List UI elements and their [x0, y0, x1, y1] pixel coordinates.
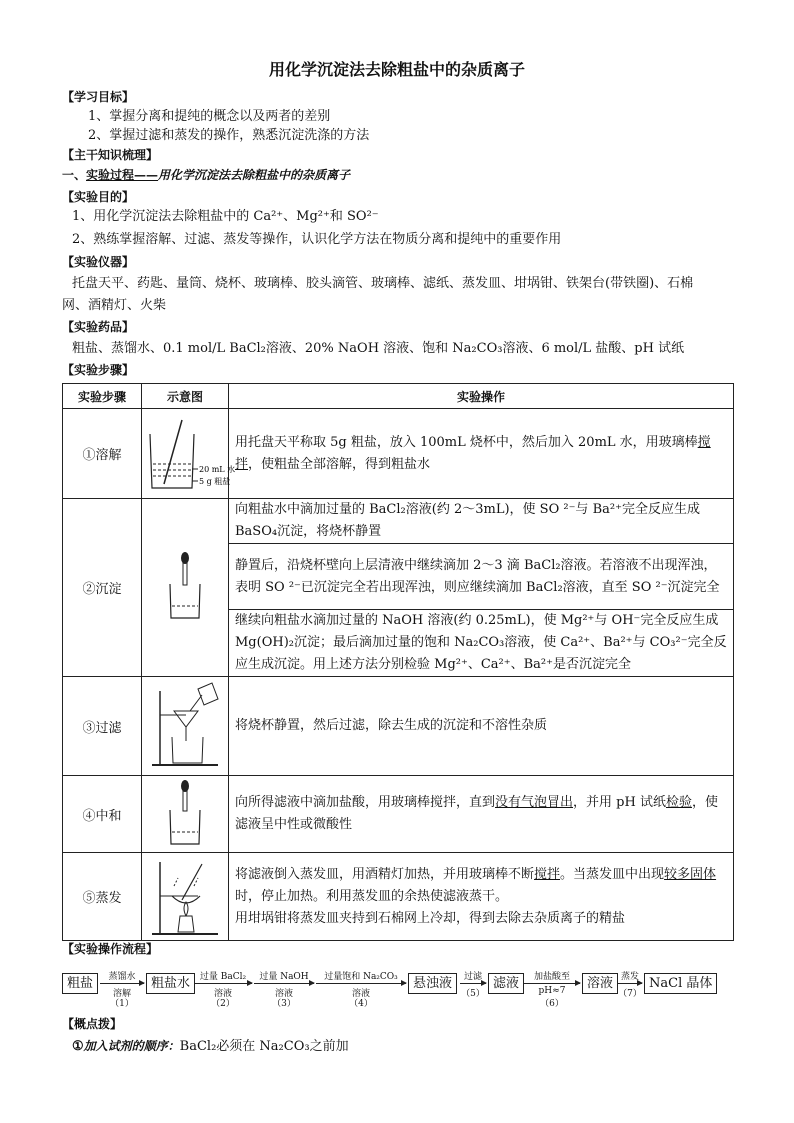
header-figure: 示意图: [142, 384, 229, 409]
fig-label-salt: 5 g 粗盐: [199, 476, 231, 486]
flow-box-filtrate: 滤液: [488, 973, 524, 994]
points-heading: 【概点拨】: [62, 1017, 123, 1031]
part1-heading: [62, 166, 350, 183]
table-row: [63, 677, 734, 776]
dissolve-figure: [142, 409, 236, 499]
steps-table: [62, 383, 734, 941]
beaker-dissolve-icon: [142, 414, 236, 494]
flow-label-4-num: （4）: [349, 999, 373, 1009]
flow-arrow-4: [316, 983, 406, 984]
reagents-text: 粗盐、蒸馏水、0.1 mol/L BaCl₂溶液、20% NaOH 溶液、饱和 Na₂CO₃溶液、6 mol/L 盐酸、pH 试纸: [72, 341, 685, 356]
neutralize-operation: 向所得滤液中滴加盐酸，用玻璃棒搅拌，直到没有气泡冒出，并用 pH 试纸检验，使滤液呈中性或微酸性: [229, 776, 734, 853]
precipitate-op-3: 继续向粗盐水滴加过量的 NaOH 溶液(约 0.25mL)，使 Mg²⁺与 OH⁻完全反应生成 Mg(OH)₂沉淀；最后滴加过量的饱和 Na₂CO₃溶液，使 Ca²⁺、Ba²⁺与 CO₃²⁻完全反应生成沉淀。用上述方法分别检验 Mg²⁺、Ca²⁺、Ba²⁺是否沉淀完全: [229, 610, 734, 677]
part1-label: 实验过程——: [86, 168, 159, 182]
precipitate-figure: [142, 499, 229, 677]
flow-label-2-bottom: 溶液: [213, 989, 232, 999]
flow-box-nacl-crystal: NaCl 晶体: [644, 973, 717, 994]
flow-arrow-3: [254, 983, 314, 984]
header-step: 实验步骤: [63, 384, 142, 409]
flow-box-crude-salt: 粗盐: [62, 973, 98, 994]
flow-label-7-top: 蒸发: [620, 972, 639, 982]
goal-2: 2、掌握过滤和蒸发的操作，熟悉沉淀洗涤的方法: [88, 128, 370, 143]
purpose-1: 1、用化学沉淀法去除粗盐中的 Ca²⁺、Mg²⁺和 SO²⁻: [72, 209, 379, 224]
flow-label-6-top: 加盐酸至: [533, 972, 570, 982]
flow-label-1-bottom: 溶解: [112, 989, 131, 999]
page-title: 用化学沉淀法去除粗盐中的杂质离子: [268, 60, 525, 79]
instruments-heading: 【实验仪器】: [62, 255, 135, 269]
fig-label-water: 20 mL 水: [199, 464, 236, 474]
filter-operation: 将烧杯静置，然后过滤，除去生成的沉淀和不溶性杂质: [229, 677, 734, 776]
flow-arrow-5: [460, 983, 486, 984]
flow-label-6-num: （6）: [540, 999, 564, 1009]
table-row: [63, 409, 734, 499]
flow-arrow-7: [618, 983, 642, 984]
step-filter: ③过滤: [63, 677, 142, 776]
flow-arrow-6: [524, 983, 580, 984]
flow-label-2-top: 过量 BaCl₂: [199, 972, 247, 982]
neutralize-figure: [142, 776, 229, 853]
reagents-heading: 【实验药品】: [62, 320, 135, 334]
flow-label-7-num: （7）: [618, 989, 642, 999]
flow-label-5-top: 过滤: [463, 972, 482, 982]
evaporate-operation: 将滤液倒入蒸发皿，用酒精灯加热，并用玻璃棒不断搅拌。当蒸发皿中出现较多固体时，停止加热。利用蒸发皿的余热使滤液蒸干。 用坩埚钳将蒸发皿夹持到石棉网上冷却，得到去除去杂质离子的精盐: [229, 853, 734, 941]
evaporate-figure: [142, 853, 229, 941]
table-row: [63, 499, 734, 544]
flow-label-4-bottom: 溶液: [351, 989, 370, 999]
part1-prefix: 一、: [62, 168, 87, 182]
flow-heading: 【实验操作流程】: [62, 942, 159, 956]
flow-label-3-bottom: 溶液: [274, 989, 293, 999]
instruments-line2: 网、酒精灯、火柴: [62, 298, 167, 313]
flow-label-2-num: （2）: [211, 999, 235, 1009]
precipitate-op-1: 向粗盐水中滴加过量的 BaCl₂溶液(约 2～3mL)，使 SO ²⁻与 Ba²⁺完全反应生成 BaSO₄沉淀，将烧杯静置: [229, 499, 734, 544]
flow-label-5-num: （5）: [461, 989, 485, 999]
flow-label-1-num: （1）: [110, 999, 134, 1009]
process-flow: [62, 965, 742, 1013]
header-operation: 实验操作: [229, 384, 734, 409]
flow-label-4-top: 过量饱和 Na₂CO₃: [324, 972, 398, 982]
flow-box-suspension: 悬浊液: [408, 973, 457, 994]
circled-number-icon: ①: [72, 1039, 84, 1054]
precipitate-op-2: 静置后，沿烧杯壁向上层清液中继续滴加 2～3 滴 BaCl₂溶液。若溶液不出现浑浊，表明 SO ²⁻已沉淀完全若出现浑浊，则应继续滴加 BaCl₂溶液，直至 SO ²⁻沉淀完全: [229, 544, 734, 610]
table-row: [63, 776, 734, 853]
evaporation-apparatus-icon: [142, 856, 228, 938]
purpose-2: 2、熟练掌握溶解、过滤、蒸发等操作，认识化学方法在物质分离和提纯中的重要作用: [72, 232, 562, 247]
points-text: BaCl₂必须在 Na₂CO₃之前加: [179, 1039, 349, 1054]
step-neutralize: ④中和: [63, 776, 142, 853]
points-item: [72, 1035, 349, 1054]
flow-box-salt-water: 粗盐水: [146, 973, 195, 994]
flow-arrow-2: [194, 983, 252, 984]
dropper-beaker-icon: [142, 778, 228, 850]
table-header-row: [63, 384, 734, 409]
table-row: [63, 853, 734, 941]
instruments-line1: 托盘天平、药匙、量筒、烧杯、玻璃棒、胶头滴管、玻璃棒、滤纸、蒸发皿、坩埚钳、铁架台(带铁圈)、石棉: [72, 276, 694, 291]
points-label: 加入试剂的顺序：: [83, 1039, 180, 1053]
part1-rest: 用化学沉淀法去除粗盐中的杂质离子: [158, 168, 351, 182]
filtration-apparatus-icon: [142, 681, 228, 771]
goal-1: 1、掌握分离和提纯的概念以及两者的差别: [88, 109, 331, 124]
flow-box-solution: 溶液: [582, 973, 618, 994]
dropper-beaker-icon: [142, 548, 228, 628]
flow-label-6-bottom: pH≈7: [538, 986, 566, 996]
step-precipitate: ②沉淀: [63, 499, 142, 677]
goals-heading: 【学习目标】: [62, 90, 135, 104]
flow-arrow-1: [100, 983, 144, 984]
dissolve-operation: 用托盘天平称取 5g 粗盐，放入 100mL 烧杯中，然后加入 20mL 水，用玻璃棒搅拌，使粗盐全部溶解，得到粗盐水: [229, 409, 734, 499]
flow-label-1-top: 蒸馏水: [108, 972, 136, 982]
step-dissolve: ①溶解: [63, 409, 142, 499]
knowledge-heading: 【主干知识梳理】: [62, 148, 159, 162]
step-evaporate: ⑤蒸发: [63, 853, 142, 941]
purpose-heading: 【实验目的】: [62, 190, 135, 204]
filter-figure: [142, 677, 229, 776]
flow-label-3-num: （3）: [272, 999, 296, 1009]
flow-label-3-top: 过量 NaOH: [259, 972, 309, 982]
steps-heading: 【实验步骤】: [62, 363, 135, 377]
